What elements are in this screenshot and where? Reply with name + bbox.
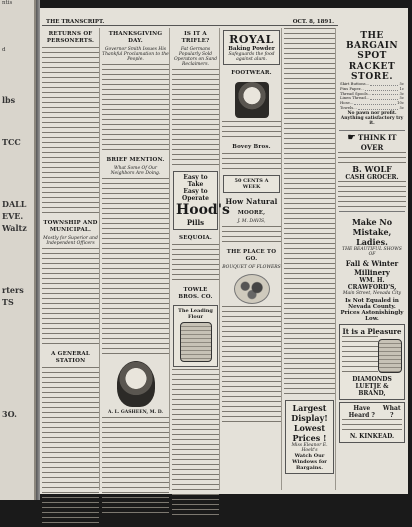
pointing-hand-icon: ☛ [347, 132, 356, 143]
ad-title: The Leading Flour [178, 308, 213, 320]
gutter-text: TCC [2, 137, 21, 147]
hoods-pills-ad [173, 171, 230, 230]
footwear-illustration [235, 82, 269, 118]
ad-line: Safeguards the food against alum. [228, 52, 275, 62]
ad-title: Have Heard ? [348, 404, 375, 419]
section-heading: FOOTWEAR. [231, 70, 272, 76]
text-block [342, 336, 378, 376]
text-block [42, 248, 99, 348]
luetje-brand-ad [339, 324, 405, 400]
price-item: Thread Spools... [340, 90, 372, 96]
think-it-over-heading [338, 133, 406, 152]
section-heading: How Natural [225, 197, 278, 206]
column-5 [284, 28, 336, 490]
ad-title: Fall & Winter Millinery [345, 258, 399, 277]
portrait-caption: A. L. GASHEEN, M. D. [108, 410, 163, 415]
masthead [42, 12, 338, 26]
ad-line: LUETJE & BRAND, [355, 382, 389, 397]
section-subheading: Governor Smith Issues His Thankful Proclamation to the People. [102, 47, 169, 62]
ad-line: No pawn nor profit. Anything satisfactory try it. [340, 110, 404, 126]
text-block [42, 367, 99, 527]
gutter-text: DALL [2, 199, 27, 209]
text-block [172, 369, 219, 519]
ad-title: THINK IT OVER [358, 132, 397, 152]
section-heading: BRIEF MENTION. [106, 157, 165, 163]
section-subheading: BOUQUET OF FLOWERS [222, 265, 281, 270]
price-value: 5c [399, 95, 404, 101]
text-block [222, 153, 281, 173]
price-list [338, 82, 406, 111]
section-heading: A GENERAL STATION [51, 351, 90, 364]
gutter-text: ntis [2, 0, 13, 6]
kinkead-ad [339, 402, 405, 443]
price-item: Hose... [340, 100, 354, 106]
divider [339, 211, 405, 212]
ad-title: Make No Mistake, Ladies. [351, 216, 393, 247]
column-6 [338, 28, 406, 490]
ad-line: Easy to Take [183, 174, 208, 188]
ad-title: RACKET STORE. [348, 62, 396, 82]
section-heading: Bovey Bros. [232, 144, 271, 150]
section-heading: MOORE, [237, 210, 266, 216]
section-heading: THANKSGIVING DAY. [108, 31, 163, 44]
ad-brand: Hood's [176, 202, 230, 218]
text-block [342, 419, 402, 433]
ad-line: Main Street, Nevada City [342, 290, 402, 296]
ad-line: Miss Eleanor E. Hoelt's [291, 443, 328, 453]
masthead-date: OCT. 8, 1891. [292, 19, 334, 25]
ad-title: Lowest Prices ! [292, 423, 327, 443]
ad-line: Watch Our Windows for Bargains. [292, 453, 327, 471]
column-2 [102, 28, 170, 490]
text-block [222, 306, 281, 426]
text-block [338, 152, 406, 164]
text-block [102, 64, 169, 154]
ad-line: J. M. DAVIS, [237, 219, 266, 224]
divider [339, 130, 405, 131]
column-4 [222, 28, 282, 490]
ad-line: DIAMONDS [352, 375, 392, 383]
ad-line: Is Not Equaled in Nevada County. [345, 297, 399, 310]
gutter-text: d [2, 47, 6, 53]
newspaper-page [40, 8, 408, 494]
ad-title: Largest Display! [291, 403, 328, 423]
price-item: Pins Paper... [340, 85, 364, 91]
price-item: Skirt Buttons... [340, 81, 370, 86]
column-3 [172, 28, 230, 490]
ad-line: THE BEAUTIFUL SHOWS OF [342, 246, 402, 257]
portrait-engraving [117, 361, 155, 407]
section-subheading: What Some Of Our Neighbors Are Doing. [110, 166, 161, 176]
ad-brand: B. WOLF [352, 163, 392, 174]
previous-page-gutter [0, 0, 36, 500]
display-ad [285, 400, 334, 474]
price-item: Linen Thread... [340, 95, 370, 101]
ad-title: THE BARGAIN SPOT [346, 31, 398, 61]
price-value: 5c [399, 104, 404, 110]
flour-sack-illustration [180, 322, 212, 362]
section-subheading: Fat Germans Popularly Sold Operators on Sand Reclaimers. [173, 47, 218, 67]
ad-title: It is a Pleasure [342, 326, 402, 336]
gutter-text: 3O. [2, 409, 17, 419]
section-heading: TOWNSHIP AND MUNICIPAL. [43, 220, 98, 233]
price-item: Towels... [340, 104, 357, 110]
section-heading: SEQUOIA. [179, 235, 212, 241]
text-block [102, 178, 169, 358]
ad-line: Easy to Operate [182, 188, 209, 202]
price-value: 5c [399, 81, 404, 86]
gutter-text: rters [2, 285, 24, 295]
royal-baking-powder-ad [223, 30, 280, 65]
gutter-text: lbs [2, 95, 16, 105]
bouquet-illustration [234, 274, 270, 304]
gutter-text: EVE. [2, 211, 24, 221]
text-block [172, 244, 219, 284]
text-block [42, 47, 99, 217]
text-block [172, 69, 219, 169]
ad-line: N. KINKEAD. [349, 432, 395, 440]
masthead-title: THE TRANSCRIPT. [46, 19, 105, 25]
price-value: 1c [399, 85, 404, 91]
section-heading: RETURNS OF PERSONERTS. [46, 31, 95, 44]
ad-line: Baking Powder [228, 46, 275, 52]
flour-ad [173, 305, 218, 367]
text-block [284, 28, 335, 398]
ad-line: WM. H. CRAWFORD'S, [347, 276, 397, 291]
price-value: 3c [399, 90, 404, 96]
weekly-ad [223, 175, 280, 193]
price-value: 10c [397, 100, 404, 106]
ad-line: Prices Astonishingly Low. [340, 309, 404, 322]
ad-title: 50 CENTS A WEEK [234, 178, 269, 190]
section-subheading: Mostly for Superior and Independent Officers [43, 236, 98, 246]
ad-brand: ROYAL [229, 33, 274, 46]
column-1 [42, 28, 100, 490]
section-heading: IS IT A TRIFLE? [181, 31, 210, 44]
ad-title: What ? [382, 404, 401, 419]
section-heading: THE PLACE TO GO. [226, 249, 277, 262]
ad-line: Pills [186, 218, 205, 227]
text-block [102, 417, 169, 517]
text-block [222, 121, 281, 141]
gutter-text: TS [2, 297, 14, 307]
ad-line: CASH GROCER. [345, 173, 399, 181]
section-heading: TOWLE BROS. CO. [178, 287, 213, 300]
gutter-text: Waltz [2, 223, 27, 233]
text-block [338, 181, 406, 209]
product-illustration [378, 339, 402, 373]
text-block [222, 226, 281, 246]
